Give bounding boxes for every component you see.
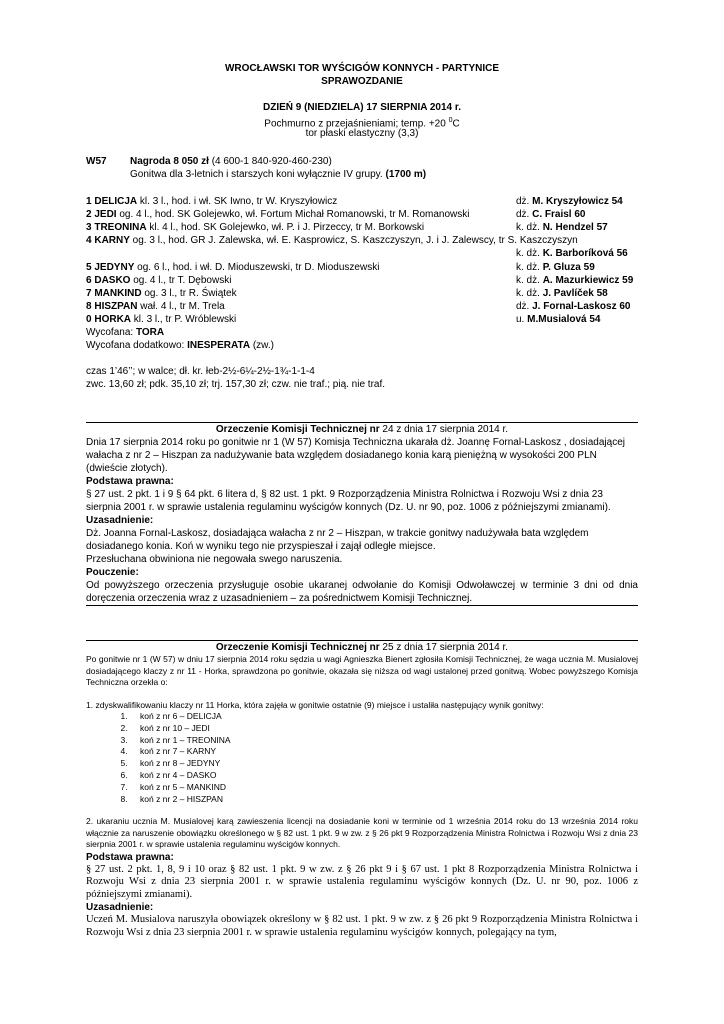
jockey-rank: k. dż. <box>516 262 543 273</box>
race-number: W57 <box>86 156 107 167</box>
horse-name: JEDYNY <box>94 262 135 273</box>
withdrawn-label: Wycofana: <box>86 327 136 338</box>
runner-row <box>86 261 646 274</box>
report-title: SPRAWOZDANIE <box>321 76 403 87</box>
jockey <box>516 195 623 208</box>
jockey-rank: u. <box>516 314 528 325</box>
justification-note: Przesłuchana obwiniona nie negowała swego naruszenia. <box>86 554 343 565</box>
withdrawn-extra-note: (zw.) <box>250 340 274 351</box>
jockey-name: P. Gluza 59 <box>542 262 595 273</box>
jockey <box>516 261 595 274</box>
ruling-title <box>86 423 638 436</box>
jockey-rank: dż. <box>516 209 533 220</box>
jockey <box>516 300 631 313</box>
list-item: 8. koń z nr 2 – HISZPAN <box>130 794 638 806</box>
justification-heading: Uzasadnienie: <box>86 902 154 914</box>
runner-row <box>86 234 646 247</box>
runner-position: 6 <box>86 275 92 286</box>
ruling-title-date: 24 z dnia 17 sierpnia 2014 r. <box>379 424 509 435</box>
runner-row <box>86 287 646 300</box>
runner-details: wał. 4 l., tr M. Trela <box>137 301 225 312</box>
race-prize <box>130 155 332 168</box>
horse-name: JEDI <box>94 209 117 220</box>
runner-details: kl. 3 l., hod. i wł. SK Iwno, tr W. Kryszyłowicz <box>137 196 338 207</box>
degree-mark: 0 <box>448 117 453 124</box>
track-condition: tor płaski elastyczny (3,3) <box>305 128 419 139</box>
justification-heading: Uzasadnienie: <box>86 515 154 526</box>
ruling-title <box>86 641 638 654</box>
runner-position: 5 <box>86 262 92 273</box>
runner-details: og. 3 l., hod. GR J. Zalewska, wł. E. Kasprowicz, S. Kaszczyszyn, J. i J. Zalewscy, tr S. Kaszczyszyn <box>129 235 578 246</box>
track-name: WROCŁAWSKI TOR WYŚCIGÓW KONNYCH - PARTYNICE <box>224 63 500 74</box>
withdrawn-horse: TORA <box>135 327 165 338</box>
runner-position: 1 <box>86 196 92 207</box>
runner-details: og. 3 l., tr R. Świątek <box>141 288 237 299</box>
runner-position: 7 <box>86 288 92 299</box>
withdrawn-extra-label: Wycofana dodatkowo: <box>86 340 188 351</box>
runner-position: 3 <box>86 222 92 233</box>
legal-basis: § 27 ust. 2 pkt. 1, 8, 9 i 10 oraz § 82 ust. 1 pkt. 9 w zw. z § 26 pkt 9 i § 67 ust. 1 pkt 8 Rozporządzenia Ministra Rolnictwa i Rozwoju Wsi z dnia 23 sierpnia 2001 r. w sprawie ustalenia regulaminu wyścigów konnych (Dz. U. nr 90, poz. 1006 z późniejszymi zmianami). <box>86 863 638 900</box>
jockey <box>516 247 628 260</box>
jockey-name: M. Kryszyłowicz 54 <box>532 196 623 207</box>
list-item: 6. koń z nr 4 – DASKO <box>130 770 638 782</box>
runner-position: 0 <box>86 314 92 325</box>
jockey-rank: k. dż. <box>516 275 543 286</box>
ruling-title-date: 25 z dnia 17 sierpnia 2014 r. <box>379 642 509 653</box>
ruling-point-2: 2. ukaraniu ucznia M. Musialovej karą zawieszenia licencji na dosiadanie koni w terminie od 1 września 2014 roku do 13 września 2014 roku włącznie za naruszenie obowiązku określonego w § 82 ust. 1 pkt. 9 w zw. z § 26 pkt 9 Rozporządzenia Ministra Rolnictwa i Rozwoju Wsi z dnia 23 sierpnia 2001 r. w sprawie ustalenia regulaminu wyścigów konnych. <box>86 816 638 850</box>
ruling-25 <box>86 640 638 939</box>
runner-details: og. 4 l., hod. SK Golejewko, wł. Fortum Michał Romanowski, tr M. Romanowski <box>116 209 470 220</box>
horse-name: DASKO <box>94 275 131 286</box>
race-conditions <box>130 168 426 181</box>
withdrawn-line <box>86 326 164 339</box>
jockey-name: N. Hendzel 57 <box>542 222 608 233</box>
list-item: 1. koń z nr 6 – DELICJA <box>130 711 638 723</box>
list-item: 2. koń z nr 10 – JEDI <box>130 723 638 735</box>
list-item: 4. koń z nr 7 – KARNY <box>130 746 638 758</box>
runner-jockey-row <box>86 247 646 260</box>
runner-position: 4 <box>86 235 92 246</box>
jockey <box>516 221 608 234</box>
horse-name: DELICJA <box>94 196 138 207</box>
race-time: czas 1’46’’; w walce; dł. kr. łeb-2½-6¼-2½-1¾-1-1-4 <box>86 366 315 377</box>
jockey <box>516 313 600 326</box>
ruling-title-label: Orzeczenie Komisji Technicznej nr <box>215 642 380 653</box>
ruling-point-1: 1. zdyskwalifikowaniu klaczy nr 11 Horka, która zajęła w gonitwie ostatnie (9) miejsce i ustaliła następujący wynik gonitwy: <box>86 699 544 710</box>
legal-basis-heading: Podstawa prawna: <box>86 476 174 487</box>
ruling-intro: Po gonitwie nr 1 (W 57) w dniu 17 sierpnia 2014 roku sędzia u wagi Agnieszka Bienert zgłosiła Komisji Technicznej, że waga ucznia M. Musialovej dosiadającego klaczy z nr 11 - Horka, sprawdzona po gonitwie, okazała się niższa od wagi ustalonej przed gonitwą. Wobec powyższego Komisja Techniczna orzekła o: <box>86 654 638 687</box>
runner-row <box>86 300 646 313</box>
horse-name: MANKIND <box>94 288 142 299</box>
horse-name: HORKA <box>94 314 132 325</box>
list-item: 3. koń z nr 1 – TREONINA <box>130 735 638 747</box>
jockey-name: J. Pavlíček 58 <box>542 288 608 299</box>
runner-row <box>86 208 646 221</box>
runner-position: 2 <box>86 209 92 220</box>
jockey-name: K. Barboríková 56 <box>542 248 628 259</box>
weather-unit: C <box>452 118 460 130</box>
ruling-body: Dnia 17 sierpnia 2014 roku po gonitwie nr 1 (W 57) Komisja Techniczna ukarała dż. Joannę Fornal-Laskosz , dosiadającej wałacha z nr 2 – Hiszpan za nadużywanie bata względem dosiadanego konia karą pieniężną w wysokości 200 PLN (dwieście złotych). <box>86 437 625 474</box>
horse-name: KARNY <box>94 235 130 246</box>
instruction-heading: Pouczenie: <box>86 567 139 578</box>
race-day: DZIEŃ 9 (NIEDZIELA) 17 SIERPNIA 2014 r. <box>262 102 462 113</box>
jockey-name: C. Fraisl 60 <box>532 209 586 220</box>
list-item: 7. koń z nr 5 – MANKIND <box>130 782 638 794</box>
revised-result-list <box>86 711 638 805</box>
justification: Dż. Joanna Fornal-Laskosz, dosiadająca wałacha z nr 2 – Hiszpan, w trakcie gonitwy nadużywała bata względem dosiadanego konia. Koń w wyniku tego nie przyspieszał i zajął odległe miejsce. <box>86 528 589 552</box>
withdrawn-extra-horse: INESPERATA <box>187 340 251 351</box>
horse-name: HISZPAN <box>94 301 138 312</box>
jockey-rank: k. dż. <box>516 248 543 259</box>
justification: Uczeń M. Musialova naruszyła obowiązek określony w § 82 ust. 1 pkt. 9 w zw. z § 26 pkt 9 Rozporządzenia Ministra Rolnictwa i Rozwoju Wsi z dnia 23 sierpnia 2001 r. w sprawie ustalenia regulaminu wyścigów konnych, polegający na tym, <box>86 914 638 938</box>
runner-row <box>86 274 646 287</box>
runner-position: 8 <box>86 301 92 312</box>
jockey <box>516 287 608 300</box>
legal-basis: § 27 ust. 2 pkt. 1 i 9 § 64 pkt. 6 litera d, § 82 ust. 1 pkt. 9 Rozporządzenia Ministra Rolnictwa i Rozwoju Wsi z dnia 23 sierpnia 2001 r. w sprawie ustalenia regulaminu wyścigów konnych (Dz. U. nr 90, poz. 1006 z późniejszymi zmianami). <box>86 489 611 513</box>
runner-row <box>86 313 646 326</box>
instruction: Od powyższego orzeczenia przysługuje osobie ukaranej odwołanie do Komisji Odwoławczej w terminie 3 dni od dnia doręczenia orzeczenia wraz z uzasadnieniem – za pośrednictwem Komisji Technicznej. <box>86 580 638 604</box>
legal-basis-heading: Podstawa prawna: <box>86 851 174 863</box>
jockey-rank: k. dż. <box>516 222 543 233</box>
jockey-rank: dż. <box>516 301 533 312</box>
horse-name: TREONINA <box>94 222 147 233</box>
jockey-rank: k. dż. <box>516 288 543 299</box>
weather-text: Pochmurno z przejaśnieniami; temp. +20 <box>264 118 449 130</box>
runner-details: kl. 4 l., hod. SK Golejewko, wł. P. i J. Pirzeccy, tr M. Borkowski <box>146 222 425 233</box>
runner-row <box>86 221 646 234</box>
runner-details: og. 4 l., tr T. Dębowski <box>130 275 232 286</box>
ruling-24 <box>86 422 638 606</box>
runner-row <box>86 195 646 208</box>
runner-details: og. 6 l., hod. i wł. D. Mioduszewski, tr D. Mioduszewski <box>134 262 380 273</box>
jockey-name: A. Mazurkiewicz 59 <box>542 275 634 286</box>
jockey-name: M.Musialová 54 <box>527 314 601 325</box>
withdrawn-extra-line <box>86 339 274 352</box>
jockey-name: J. Fornal-Laskosz 60 <box>532 301 631 312</box>
jockey <box>516 274 633 287</box>
ruling-title-label: Orzeczenie Komisji Technicznej nr <box>215 424 380 435</box>
jockey <box>516 208 585 221</box>
jockey-rank: dż. <box>516 196 533 207</box>
prize-split: (4 600-1 840-920-460-230) <box>208 156 332 167</box>
runner-details: kl. 3 l., tr P. Wróblewski <box>131 314 237 325</box>
list-item: 5. koń z nr 8 – JEDYNY <box>130 758 638 770</box>
payouts: zwc. 13,60 zł; pdk. 35,10 zł; trj. 157,30 zł; czw. nie traf.; pią. nie traf. <box>86 379 386 390</box>
prize-label: Nagroda 8 050 zł <box>130 156 209 167</box>
race-distance: (1700 m) <box>385 169 427 180</box>
conditions-text: Gonitwa dla 3-letnich i starszych koni wyłącznie IV grupy. <box>130 169 386 180</box>
